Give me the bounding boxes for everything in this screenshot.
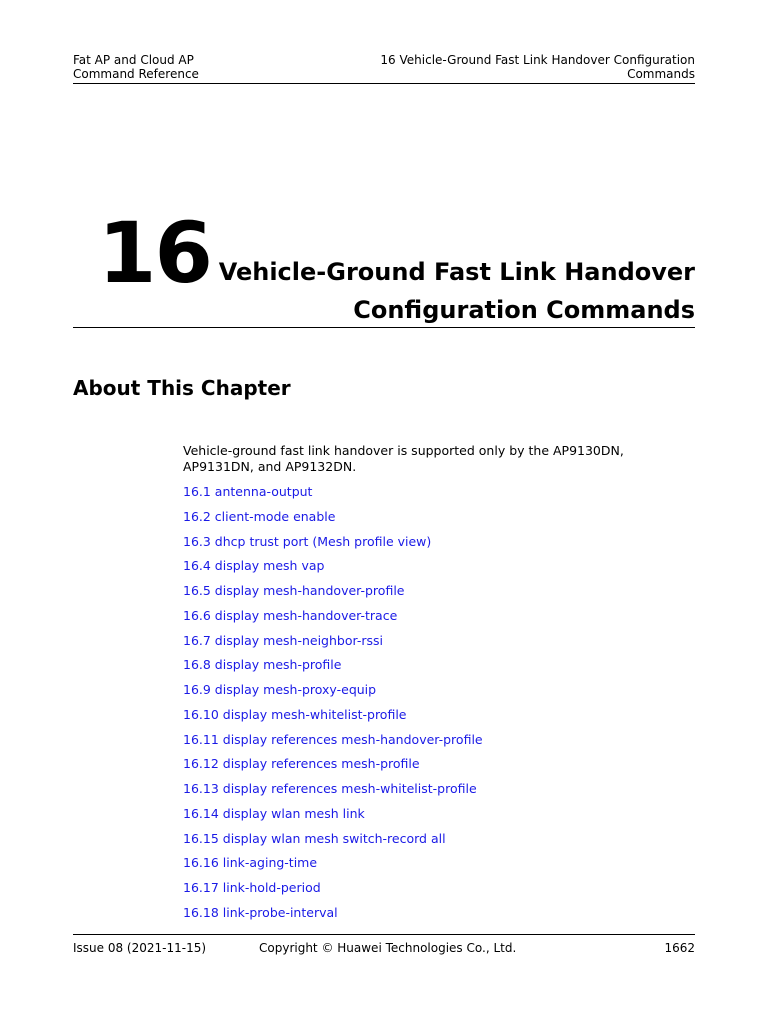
- header-right-line1: 16 Vehicle-Ground Fast Link Handover Configuration: [380, 53, 695, 67]
- chapter-toc: [183, 484, 483, 930]
- toc-item: [183, 756, 483, 781]
- toc-item: [183, 583, 483, 608]
- toc-item: [183, 855, 483, 880]
- toc-item: [183, 781, 483, 806]
- toc-item: [183, 880, 483, 905]
- toc-item: [183, 558, 483, 583]
- toc-link[interactable]: 16.17 link-hold-period: [183, 880, 321, 895]
- toc-link[interactable]: 16.16 link-aging-time: [183, 855, 318, 871]
- toc-item: [183, 707, 483, 732]
- header-left-line1: Fat AP and Cloud AP: [73, 53, 194, 67]
- toc-item: [183, 831, 483, 856]
- toc-item: [183, 657, 483, 682]
- chapter-title-block: [73, 205, 695, 328]
- toc-link[interactable]: 16.7 display mesh-neighbor-rssi: [183, 632, 383, 648]
- toc-item: [183, 633, 483, 658]
- toc-link[interactable]: 16.1 antenna-output: [183, 484, 313, 499]
- header-right-line2: Commands: [627, 67, 695, 81]
- toc-item: [183, 484, 483, 509]
- toc-item: [183, 534, 483, 559]
- chapter-title-line1: Vehicle-Ground Fast Link Handover: [218, 258, 695, 286]
- intro-paragraph: Vehicle-ground fast link handover is supported only by the AP9130DN, AP9131DN, and AP9132DN.: [183, 443, 624, 474]
- chapter-number: 16: [98, 204, 211, 302]
- toc-link[interactable]: 16.12 display references mesh-profile: [183, 756, 420, 772]
- footer-copyright: Copyright © Huawei Technologies Co., Ltd.: [259, 941, 517, 955]
- toc-item: [183, 905, 483, 930]
- toc-link[interactable]: 16.3 dhcp trust port (Mesh profile view): [183, 533, 432, 549]
- page-header: [73, 53, 695, 84]
- toc-link[interactable]: 16.6 display mesh-handover-trace: [183, 607, 398, 623]
- footer-page-number: 1662: [664, 941, 695, 955]
- toc-link[interactable]: 16.10 display mesh-whitelist-profile: [183, 706, 407, 722]
- header-left-line2: Command Reference: [73, 67, 199, 81]
- header-chapter-title: [380, 53, 695, 81]
- section-heading: About This Chapter: [73, 376, 291, 400]
- page-footer: [73, 934, 695, 960]
- footer-issue: Issue 08 (2021-11-15): [73, 941, 207, 955]
- toc-link[interactable]: 16.14 display wlan mesh link: [183, 805, 365, 821]
- toc-item: [183, 509, 483, 534]
- toc-link[interactable]: 16.2 client-mode enable: [183, 508, 336, 524]
- toc-link[interactable]: 16.8 display mesh-profile: [183, 657, 342, 673]
- toc-link[interactable]: 16.9 display mesh-proxy-equip: [183, 682, 377, 697]
- toc-link[interactable]: 16.5 display mesh-handover-profile: [183, 583, 405, 598]
- toc-link[interactable]: 16.11 display references mesh-handover-profile: [183, 731, 483, 747]
- toc-item: [183, 806, 483, 831]
- toc-link[interactable]: 16.15 display wlan mesh switch-record all: [183, 830, 446, 846]
- toc-item: [183, 608, 483, 633]
- toc-link[interactable]: 16.4 display mesh vap: [183, 558, 325, 574]
- toc-link[interactable]: 16.18 link-probe-interval: [183, 904, 338, 920]
- header-book-title: [73, 53, 199, 81]
- toc-item: [183, 682, 483, 707]
- chapter-title-line2: Configuration Commands: [353, 296, 695, 324]
- toc-link[interactable]: 16.13 display references mesh-whitelist-profile: [183, 781, 477, 796]
- toc-item: [183, 732, 483, 757]
